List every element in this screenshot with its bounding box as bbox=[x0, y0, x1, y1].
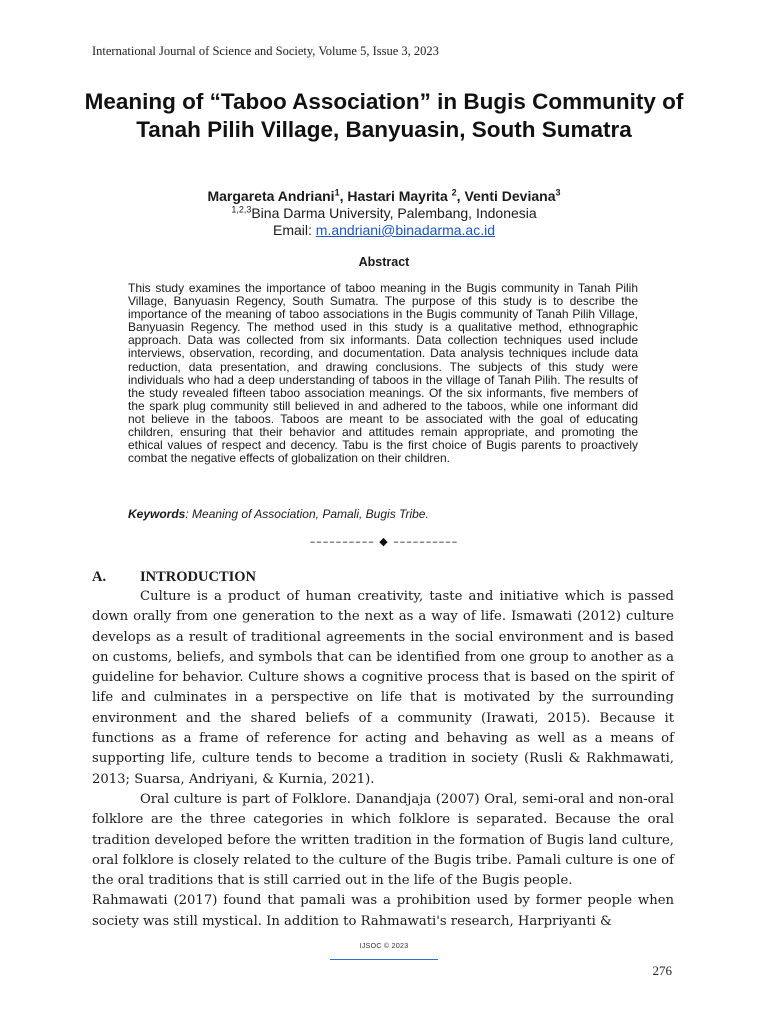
email-line bbox=[0, 221, 768, 239]
author-list bbox=[0, 187, 768, 205]
footer-divider bbox=[330, 959, 438, 960]
author-name: Margareta Andriani bbox=[207, 188, 335, 204]
body-paragraph: Oral culture is part of Folklore. Danandjaja (2007) Oral, semi-oral and non-oral folklore are the three categories in which folklore is separated. Because the oral tradition developed before the written tradition in the formation of Bugis land culture, oral folklore is closely related to the culture of the Bugis tribe. Pamali culture is one of the oral traditions that is still carried out in the life of the Bugis people. bbox=[92, 791, 674, 889]
abstract-text: This study examines the importance of taboo meaning in the Bugis community in Tanah Pilih Village, Banyuasin Regency, South Sumatra. The purpose of this study is to describe the importance of the meaning of taboo associations in the Bugis community of Tanah Pilih Village, Banyuasin Regency. The method used in this study is a qualitative method, ethnographic approach. Data was collected from six informants. Data collection techniques used include interviews, observation, recording, and documentation. Data analysis techniques include data reduction, data presentation, and drawing conclusions. The subjects of this study were individuals who had a deep understanding of taboos in the village of Tanah Pilih. The results of the study revealed fifteen taboo association meanings. Of the six informants, five members of the spark plug community still believed in and adhered to the taboos, while one informant did not believe in the taboos. Taboos are meant to be associated with the goal of educating children, ensuring that their behavior and attitudes remain appropriate, and promoting the ethical values of respect and decency. Tabu is the first choice of Bugis parents to proactively combat the negative effects of globalization on their children. bbox=[128, 281, 638, 466]
body-paragraph: Culture is a product of human creativity, taste and initiative which is passed down orally from one generation to the next as a way of life. Ismawati (2012) culture develops as a result of traditional agreements in the social environment and is based on customs, beliefs, and symbols that can be identified from one group to another as a guideline for behavior. Culture shows a cognitive process that is based on the spirit of life and culminates in a perspective on life that is motivated by the surrounding environment and the shared beliefs of a community (Irawati, 2015). Because it functions as a frame of reference for acting and behaving as well as a means of supporting life, culture tends to become a tradition in society (Rusli & Rakhmawati, 2013; Suarsa, Andriyani, & Kurnia, 2021). bbox=[92, 589, 674, 787]
author-name: Hastari Mayrita bbox=[347, 188, 452, 204]
keywords-list: : Meaning of Association, Pamali, Bugis Tribe. bbox=[185, 507, 429, 521]
affiliation-text: Bina Darma University, Palembang, Indonesia bbox=[251, 205, 537, 221]
article-title: Meaning of “Taboo Association” in Bugis Community of Tanah Pilih Village, Banyuasin, South Sumatra bbox=[84, 89, 684, 142]
author-name: Venti Deviana bbox=[464, 188, 556, 204]
section-number: A. bbox=[92, 569, 107, 585]
footer-label: IJSOC © 2023 bbox=[359, 943, 409, 950]
section-heading bbox=[92, 569, 256, 586]
abstract-heading: Abstract bbox=[358, 255, 410, 269]
author-separator: , bbox=[339, 188, 348, 204]
author-separator: , bbox=[456, 188, 465, 204]
affiliation bbox=[0, 204, 768, 222]
keywords bbox=[128, 507, 638, 521]
body-paragraph: Rahmawati (2017) found that pamali was a prohibition used by former people when society was still mystical. In addition to Rahmawati's research, Harpriyanti & bbox=[92, 893, 674, 929]
section-body bbox=[92, 587, 674, 932]
author-affiliation-mark: 2 bbox=[451, 187, 457, 198]
keywords-label: Keywords bbox=[128, 507, 186, 521]
author-affiliation-mark: 3 bbox=[555, 187, 561, 198]
journal-header: International Journal of Science and Society, Volume 5, Issue 3, 2023 bbox=[92, 44, 439, 58]
section-title: INTRODUCTION bbox=[140, 569, 257, 585]
email-link[interactable]: m.andriani@binadarma.ac.id bbox=[315, 222, 495, 238]
email-label: Email: bbox=[273, 222, 316, 238]
author-affiliation-mark: 1 bbox=[334, 187, 340, 198]
affiliation-mark: 1,2,3 bbox=[231, 204, 252, 215]
page-number: 276 bbox=[652, 963, 672, 978]
section-separator: –––––––––– ◆ –––––––––– bbox=[309, 535, 459, 548]
